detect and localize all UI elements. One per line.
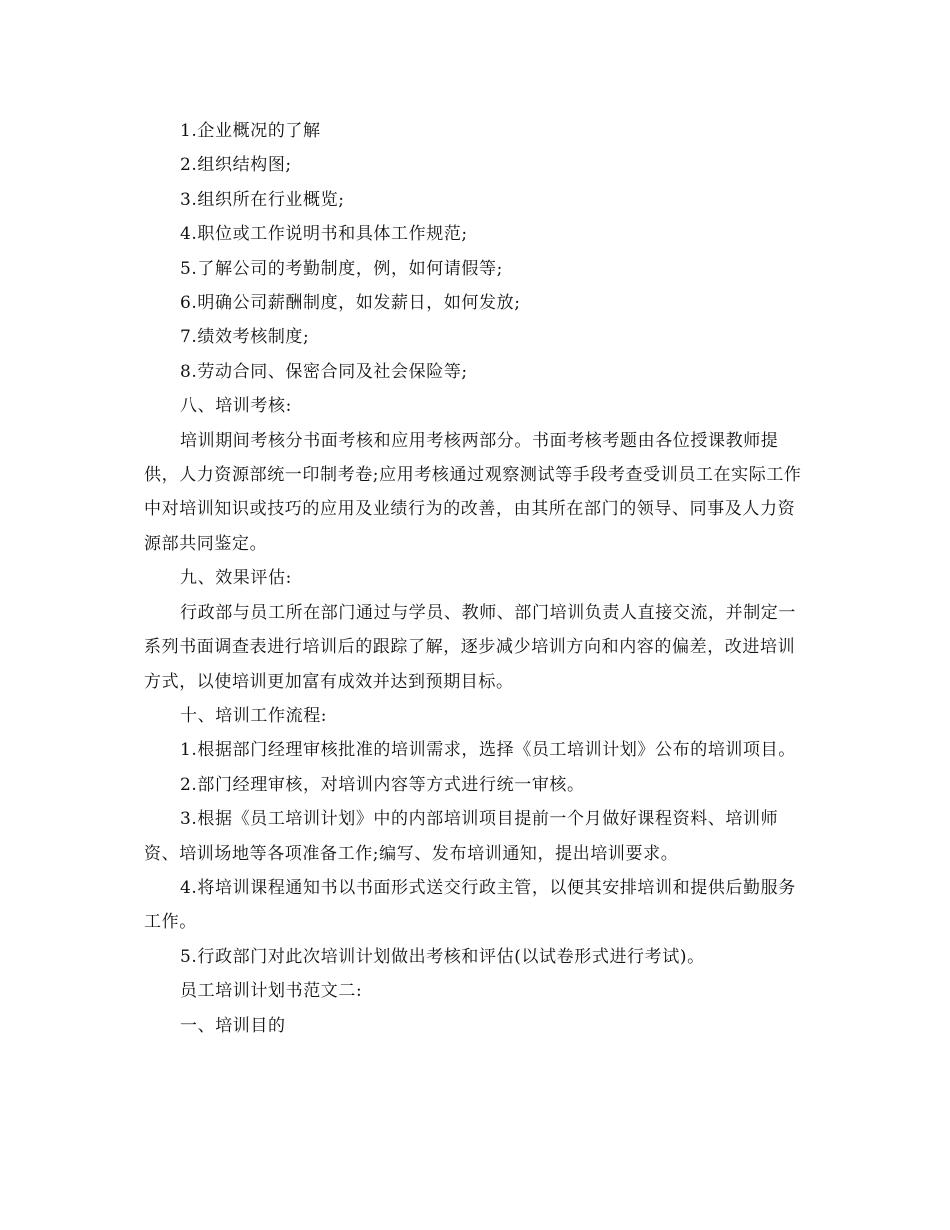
list-item-labor-contract: 8.劳动合同、保密合同及社会保险等; [180,361,468,382]
list-item-job-description: 4.职位或工作说明书和具体工作规范; [180,224,468,245]
section-heading-training-workflow: 十、培训工作流程: [180,705,328,726]
list-item-attendance-policy: 5.了解公司的考勤制度，例，如何请假等; [180,258,503,279]
list-item-performance-review: 7.绩效考核制度; [180,327,310,348]
workflow-step-1: 1.根据部门经理审核批准的培训需求，选择《员工培训计划》公布的培训项目。 [180,740,796,761]
paragraph-effect-evaluation: 行政部与员工所在部门通过与学员、教师、部门培训负责人直接交流，并制定一系列书面调查表进行培训后的跟踪了解，逐步减少培训方向和内容的偏差，改进培训方式，以使培训更加富有成效并达到预期目标。 [144,602,796,692]
workflow-step-2: 2.部门经理审核，对培训内容等方式进行统一审核。 [180,774,585,795]
document-body [144,114,808,1043]
list-item-org-chart: 2.组织结构图; [180,155,292,176]
list-item-company-overview: 1.企业概况的了解 [180,121,321,141]
list-item-industry-overview: 3.组织所在行业概览; [180,189,345,210]
section-heading-effect-evaluation: 九、效果评估: [180,568,292,589]
paragraph-training-assessment: 培训期间考核分书面考核和应用考核两部分。书面考核考题由各位授课教师提供，人力资源部统一印制考卷;应用考核通过观察测试等手段考查受训员工在实际工作中对培训知识或技巧的应用及业绩行为的改善，由其所在部门的领导、同事及人力资源部共同鉴定。 [144,430,802,554]
workflow-step-3: 3.根据《员工培训计划》中的内部培训项目提前一个月做好课程资料、培训师资、培训场地等各项准备工作;编写、发布培训通知，提出培训要求。 [144,809,779,864]
section-heading-training-assessment: 八、培训考核: [180,396,292,417]
workflow-step-5: 5.行政部门对此次培训计划做出考核和评估(以试卷形式进行考试)。 [180,946,705,967]
list-item-salary-policy: 6.明确公司薪酬制度，如发薪日，如何发放; [180,293,521,314]
sample-two-title: 员工培训计划书范文二: [180,981,363,1002]
section-heading-training-purpose: 一、培训目的 [180,1015,286,1036]
workflow-step-4: 4.将培训课程通知书以书面形式送交行政主管，以便其安排培训和提供后勤服务工作。 [144,877,796,933]
